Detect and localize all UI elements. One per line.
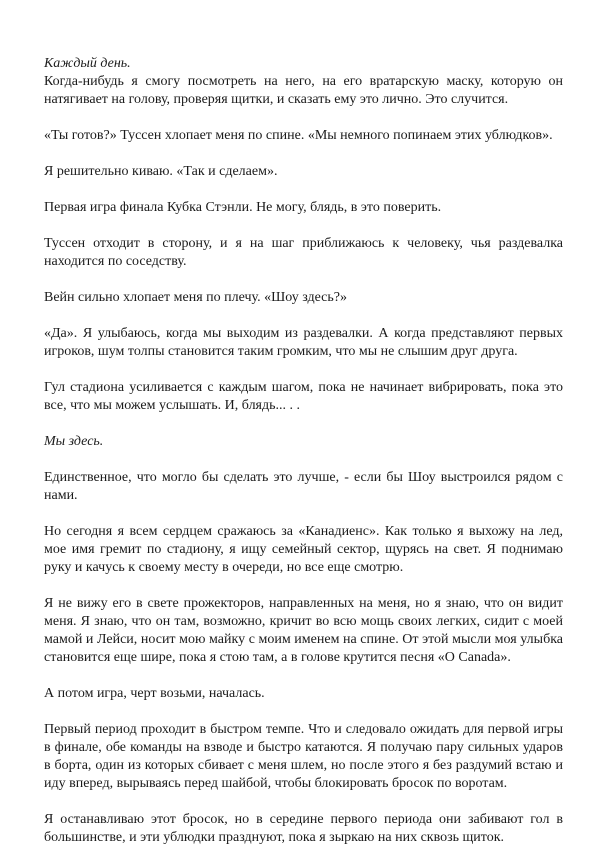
paragraph-11: Единственное, что могло бы сделать это лучше, - если бы Шоу выстроился рядом с нами. [44,470,563,503]
paragraph-4: Я решительно киваю. «Так и сделаем». [44,164,278,179]
paragraph-14: А потом игра, черт возьми, началась. [44,686,265,701]
paragraph-12: Но сегодня я всем сердцем сражаюсь за «Канадиенс». Как только я выхожу на лед, мое имя гремит по стадиону, я ищу семейный сектор, щурясь на свет. Я поднимаю руку и качусь к своему месту в очереди, но все еще смотрю. [44,524,563,575]
paragraph-15: Первый период проходит в быстром темпе. Что и следовало ожидать для первой игры в финале, обе команды на взводе и быстро катаются. Я получаю пару сильных ударов в борта, один из которых сбивает с меня шлем, но после этого я без раздумий встаю и иду вперед, вырываясь перед шайбой, чтобы блокировать бросок по воротам. [44,722,563,791]
paragraph-3: «Ты готов?» Туссен хлопает меня по спине. «Мы немного попинаем этих ублюдков». [44,128,553,143]
document-page [44,55,563,865]
paragraph-6: Туссен отходит в сторону, и я на шаг приближаюсь к человеку, чья раздевалка находится по соседству. [44,236,563,269]
paragraph-8: «Да». Я улыбаюсь, когда мы выходим из раздевалки. А когда представляют первых игроков, шум толпы становится таким громким, что мы не слышим друг друга. [44,326,563,359]
paragraph-16: Я останавливаю этот бросок, но в середине первого периода они забивают гол в большинстве, и эти ублюдки празднуют, пока я зыркаю на них сквозь щиток. [44,812,563,845]
paragraph-7: Вейн сильно хлопает меня по плечу. «Шоу здесь?» [44,290,347,305]
paragraph-5: Первая игра финала Кубка Стэнли. Не могу, блядь, в это поверить. [44,200,442,215]
paragraph-9: Гул стадиона усиливается с каждым шагом, пока не начинает вибрировать, пока это все, что мы можем услышать. И, блядь... . . [44,380,563,413]
paragraph-2: Когда-нибудь я смогу посмотреть на него, на его вратарскую маску, которую он натягивает на голову, проверяя щитки, и сказать ему это лично. Это случится. [44,74,563,107]
paragraph-1: Каждый день. [44,56,131,71]
paragraph-13: Я не вижу его в свете прожекторов, направленных на меня, но я знаю, что он видит меня. Я знаю, что он там, возможно, кричит во всю мощь своих легких, сидит с моей мамой и Лейси, носит мою майку с моим именем на спине. От этой мысли моя улыбка становится еще шире, пока я стою там, а в голове крутится песня «O Canada». [44,596,563,665]
paragraph-10: Мы здесь. [44,434,104,449]
